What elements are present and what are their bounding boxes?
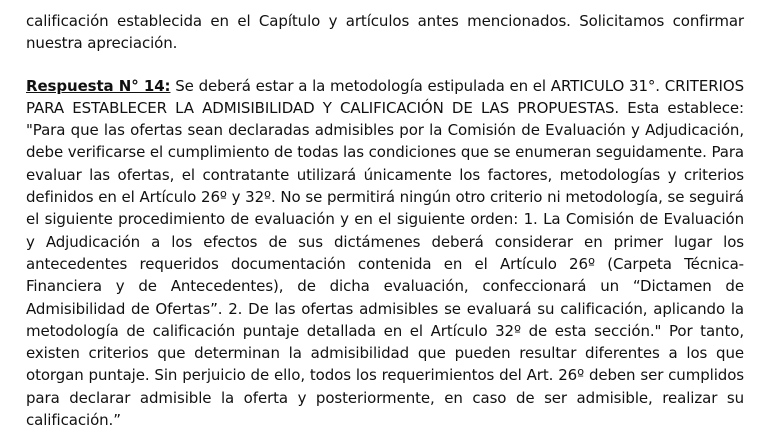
answer-paragraph bbox=[26, 75, 744, 432]
document-page bbox=[26, 10, 744, 431]
answer-text: Se deberá estar a la metodología estipulada en el ARTICULO 31°. CRITERIOS PARA ESTABLECER LA ADMISIBILIDAD Y CALIFICACIÓN DE LAS PROPUESTAS. Esta establece: "Para que las ofertas sean declaradas admisibles por la Comisión de Evaluación y Adjudicación, debe verificarse el cumplimiento de todas las condiciones que se enumeran seguidamente. Para evaluar las ofertas, el contratante utilizará únicamente los factores, metodologías y criterios definidos en el Artículo 26º y 32º. No se permitirá ningún otro criterio ni metodología, se seguirá el siguiente procedimiento de evaluación y en el siguiente orden: 1. La Comisión de Evaluación y Adjudicación a los efectos de sus dictámenes deberá considerar en primer lugar los antecedentes requeridos documentación contenida en el Artículo 26º (Carpeta Técnica- Financiera y de Antecedentes), de dicha evaluación, confeccionará un “Dictamen de Admisibilidad de Ofertas”. 2. De las ofertas admisibles se evaluará su calificación, aplicando la metodología de calificación puntaje detallada en el Artículo 32º de esta sección." Por tanto, existen criterios que determinan la admisibilidad que pueden resultar diferentes a los que otorgan puntaje. Sin perjuicio de ello, todos los requerimientos del Art. 26º deben ser cumplidos para declarar admisible la oferta y posteriormente, en caso de ser admisible, realizar su calificación.” bbox=[26, 76, 744, 430]
intro-paragraph: calificación establecida en el Capítulo y artículos antes mencionados. Solicitamos confirmar nuestra apreciación. bbox=[26, 12, 744, 53]
answer-label: Respuesta N° 14: bbox=[26, 76, 171, 95]
